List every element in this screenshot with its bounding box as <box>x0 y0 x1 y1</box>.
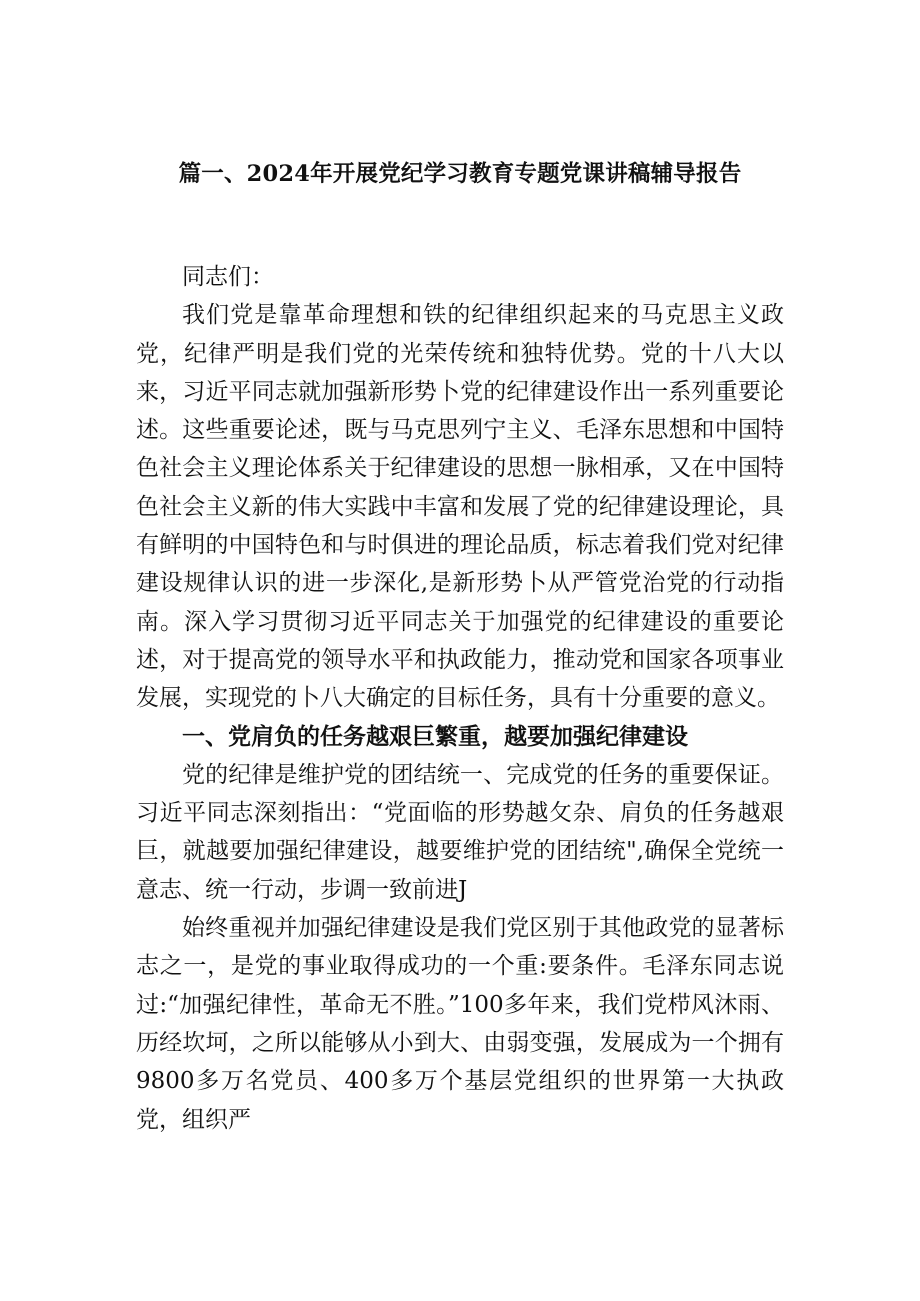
document-title: 篇一、2024年开展党纪学习教育专题党课讲稿辅导报告 <box>178 161 742 187</box>
paragraph-section-1: 党的纪律是维护党的团结统一、完成党的任务的重要保证。习近平同志深刻指出：“党面临的形势越攵杂、肩负的任务越艰巨，就越要加强纪律建设，越要维护党的团结统",确保全党统一意志、统一行动，步调一致前进J <box>136 761 784 903</box>
greeting: 同志们： <box>182 264 274 290</box>
paragraph-section-2: 始终重视并加强纪律建设是我们党区别于其他政党的显著标志之一，是党的事业取得成功的一个重:要条件。毛泽东同志说过:“加强纪律性，革命无不胜。”100多年来，我们党栉风沐雨、历经坎坷，之所以能够从小到大、由弱变强，发展成为一个拥有9800多万名党员、400多万个基层党组织的世界第一大执政党，组织严 <box>136 915 784 1133</box>
document-body <box>136 258 784 1139</box>
section-heading: 一、党肩负的任务越艰巨繁重，越要加强纪律建设 <box>182 722 688 750</box>
paragraph-intro: 我们党是靠革命理想和铁的纪律组织起来的马克思主义政党，纪律严明是我们党的光荣传统和独特优势。党的十八大以来，习近平同志就加强新形势卜党的纪律建设作出一系列重要论述。这些重要论述，既与马克思列宁主义、毛泽东思想和中国特色社会主义理论体系关于纪律建设的思想一脉相承，又在中国特色社会主义新的伟大实践中丰富和发展了党的纪律建设理论，具有鲜明的中国特色和与时俱进的理论品质，标志着我们党对纪律建设规律认识的进一步深化,是新形势卜从严管党治党的行动指南。深入学习贯彻习近平同志关于加强党的纪律建设的重要论述，对于提高党的领导水平和执政能力，推动党和国家各项事业发展，实现党的卜八大确定的目标任务，具有十分重要的意义。 <box>136 302 784 712</box>
